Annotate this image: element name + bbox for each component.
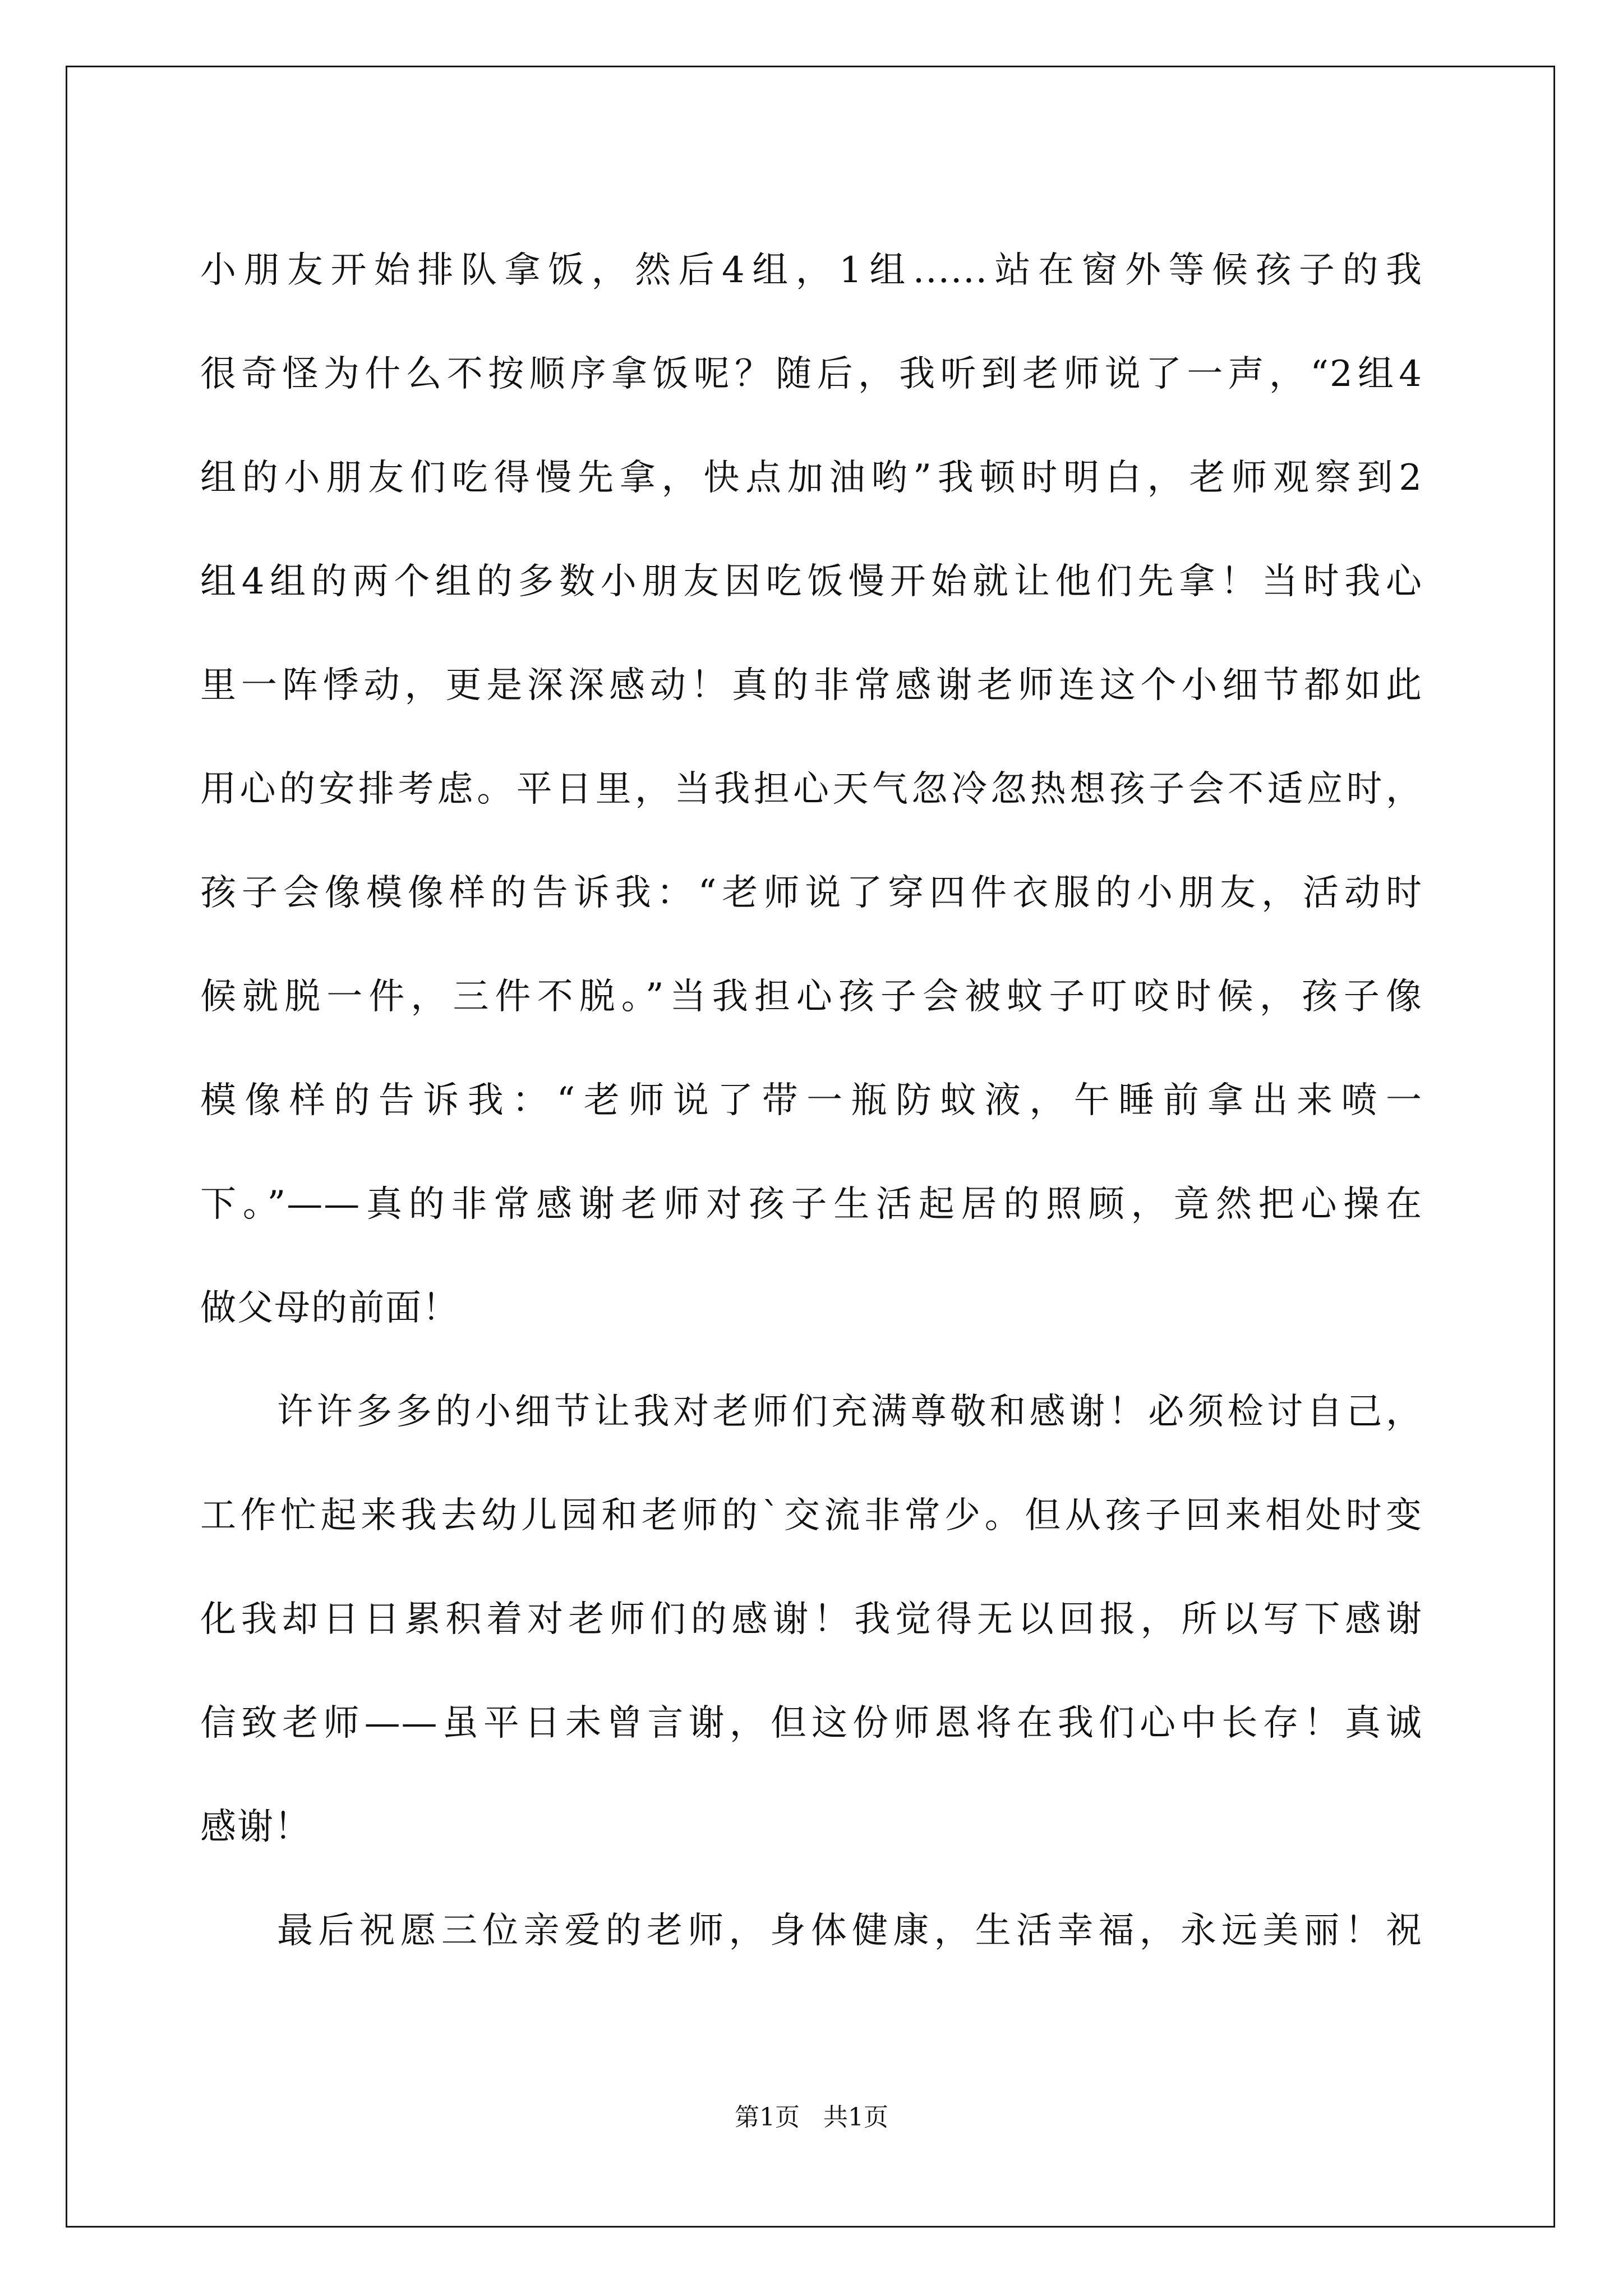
text-line: 做父母的前面！ bbox=[200, 1287, 459, 1329]
text-line: 感谢！ bbox=[200, 1806, 311, 1848]
letter-body bbox=[200, 219, 1423, 1983]
page-footer: 第1页 共1页 bbox=[735, 2103, 888, 2132]
text-line: 组4组的两个组的多数小朋友因吃饭慢开始就让他们先拿！当时我心 bbox=[200, 561, 1423, 602]
paragraph-start-line: 最后祝愿三位亲爱的老师，身体健康，生活幸福，永远美丽！祝 bbox=[277, 1910, 1423, 1952]
text-line: 候就脱一件，三件不脱。”当我担心孩子会被蚊子叮咬时候，孩子像 bbox=[200, 976, 1423, 1018]
text-line: 孩子会像模像样的告诉我：“老师说了穿四件衣服的小朋友，活动时 bbox=[200, 872, 1423, 914]
text-line: 很奇怪为什么不按顺序拿饭呢？随后，我听到老师说了一声，“2组4 bbox=[200, 353, 1423, 395]
text-line: 模像样的告诉我：“老师说了带一瓶防蚊液，午睡前拿出来喷一 bbox=[200, 1080, 1423, 1121]
text-line: 用心的安排考虑。平日里，当我担心天气忽冷忽热想孩子会不适应时， bbox=[200, 769, 1423, 810]
text-line: 工作忙起来我去幼儿园和老师的`交流非常少。但从孩子回来相处时变 bbox=[200, 1495, 1423, 1536]
text-line: 里一阵悸动，更是深深感动！真的非常感谢老师连这个小细节都如此 bbox=[200, 665, 1423, 706]
paragraph-start-line: 许许多多的小细节让我对老师们充满尊敬和感谢！必须检讨自己， bbox=[277, 1391, 1423, 1433]
text-line: 下。”——真的非常感谢老师对孩子生活起居的照顾，竟然把心操在 bbox=[200, 1184, 1423, 1225]
text-line: 小朋友开始排队拿饭，然后4组，1组......站在窗外等候孩子的我 bbox=[200, 250, 1423, 291]
text-line: 组的小朋友们吃得慢先拿，快点加油哟”我顿时明白，老师观察到2 bbox=[200, 457, 1423, 499]
text-line: 化我却日日累积着对老师们的感谢！我觉得无以回报，所以写下感谢 bbox=[200, 1599, 1423, 1640]
text-line: 信致老师——虽平日未曾言谢，但这份师恩将在我们心中长存！真诚 bbox=[200, 1703, 1423, 1744]
